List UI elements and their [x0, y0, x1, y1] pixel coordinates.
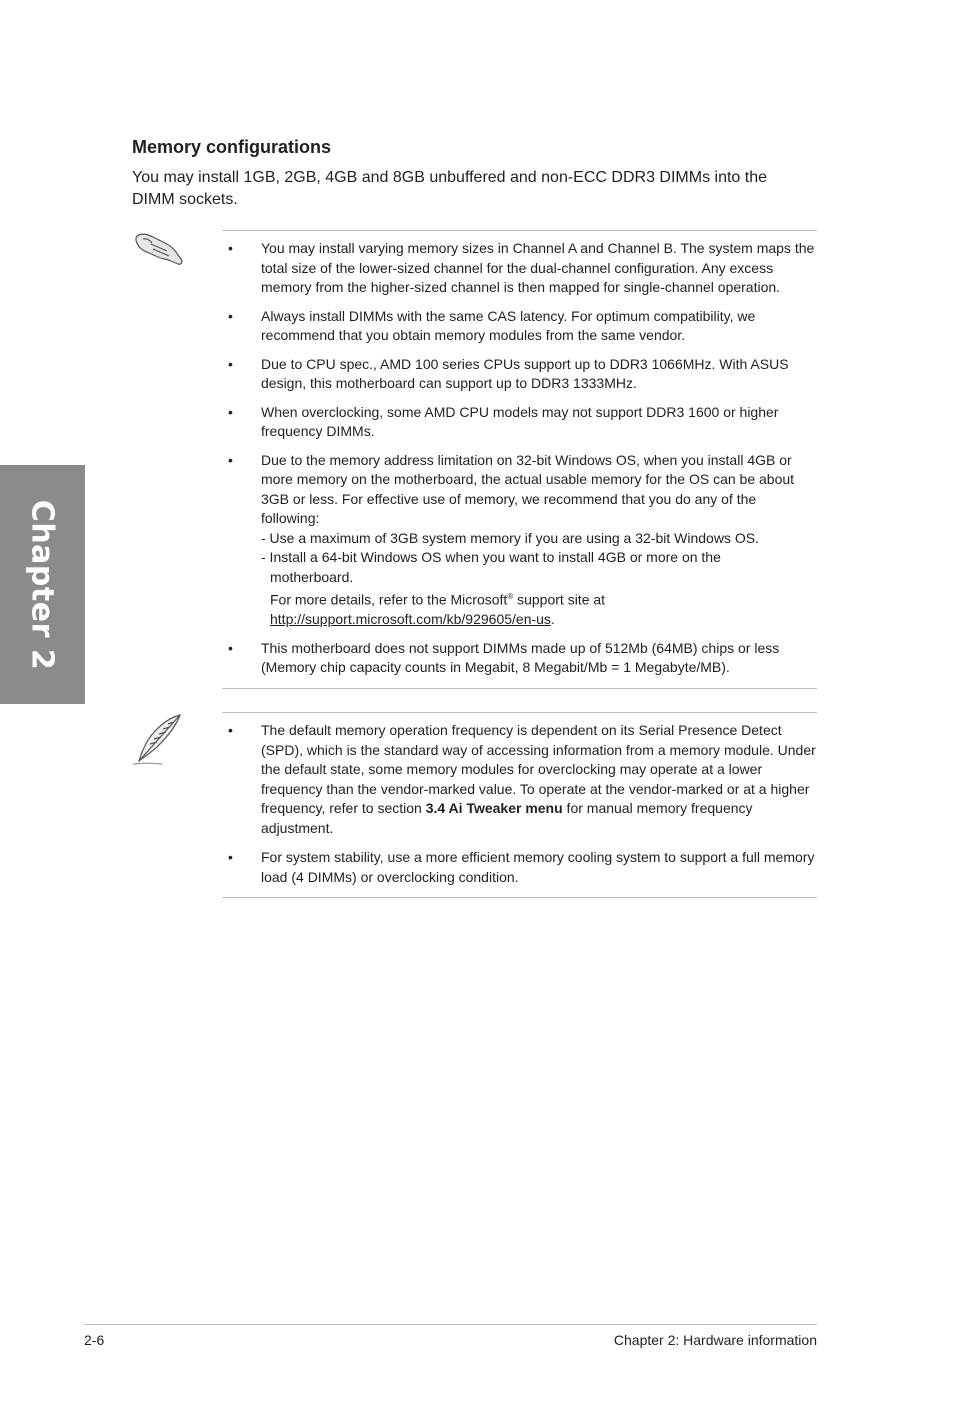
note-list	[222, 239, 817, 678]
tip-list	[222, 721, 817, 887]
tip-box	[222, 712, 817, 898]
note-text: Always install DIMMs with the same CAS latency. For optimum compatibility, we recommend that you obtain memory modules from the same vendor.	[261, 307, 756, 343]
note-box	[222, 230, 817, 689]
tip-text: The default memory operation frequency is dependent on its Serial Presence Detect (SPD), which is the standard way of accessing information from a memory module. Under the default state, some memory modules for overclocking may operate at a lower frequency than the vendor-marked value. To operate at the vendor-marked or at a higher frequency, refer to section	[261, 722, 816, 816]
list-item	[222, 639, 817, 678]
list-item	[222, 403, 817, 442]
bullet: •	[228, 849, 233, 865]
note-text: Due to CPU spec., AMD 100 series CPUs support up to DDR3 1066MHz. With ASUS design, this motherboard can support up to DDR3 1333MHz.	[261, 355, 789, 391]
note-text: When overclocking, some AMD CPU models may not support DDR3 1600 or higher frequency DIMMs.	[261, 403, 779, 439]
menu-reference: 3.4 Ai Tweaker menu	[425, 800, 563, 816]
microsoft-support-link[interactable]: http://support.microsoft.com/kb/929605/en-us	[270, 611, 551, 628]
bullet: •	[228, 451, 233, 468]
bullet: •	[228, 307, 233, 324]
quill-pen-icon	[130, 712, 186, 768]
tip-text: For system stability, use a more efficient memory cooling system to support a full memory load (4 DIMMs) or overclocking condition.	[261, 849, 815, 885]
note-text: This motherboard does not support DIMMs made up of 512Mb (64MB) chips or less (Memory chip capacity counts in Megabit, 8 Megabit/Mb = 1 Megabyte/MB).	[261, 639, 780, 676]
section-title: Memory configurations	[132, 137, 332, 157]
registered-mark: ®	[507, 592, 514, 601]
list-item	[222, 721, 817, 838]
bullet: •	[228, 355, 233, 372]
bullet: •	[228, 639, 233, 656]
list-item	[222, 307, 817, 346]
link-period: .	[550, 611, 555, 628]
list-item	[222, 239, 817, 298]
footer-rule	[84, 1324, 817, 1325]
page-number: 2-6	[84, 1332, 105, 1348]
footer-chapter-title: Chapter 2: Hardware information	[613, 1332, 817, 1348]
bullet: •	[228, 403, 233, 420]
list-item	[222, 848, 817, 887]
list-item	[222, 355, 817, 394]
bullet: •	[228, 240, 233, 256]
details-line	[261, 587, 817, 610]
hand-pointer-icon	[131, 229, 187, 269]
section-intro: You may install 1GB, 2GB, 4GB and 8GB unbuffered and non-ECC DDR3 DIMMs into the DIMM sockets.	[132, 169, 767, 208]
sub-item-continued: motherboard.	[270, 568, 354, 585]
bullet: •	[228, 722, 233, 738]
chapter-tab-label: Chapter 2	[24, 499, 60, 671]
details-text-end: support site at	[513, 591, 606, 608]
list-item	[222, 451, 817, 630]
note-text: Due to the memory address limitation on 32-bit Windows OS, when you install 4GB or more memory on the motherboard, the actual usable memory for the OS can be about 3GB or less. For effective use of memory, we recommend that you do any of the following:	[261, 451, 795, 526]
tip-text-end: for manual memory frequency adjustment.	[261, 800, 753, 836]
details-text: For more details, refer to the Microsoft	[270, 591, 508, 608]
note-text: You may install varying memory sizes in Channel A and Channel B. The system maps the total size of the lower-sized channel for the dual-channel configuration. Any excess memory from the higher-sized channel is then mapped for single-channel operation.	[261, 240, 815, 295]
link-line	[261, 610, 817, 630]
sub-item: - Install a 64-bit Windows OS when you want to install 4GB or more on the	[261, 549, 721, 565]
sub-item: - Use a maximum of 3GB system memory if you are using a 32-bit Windows OS.	[261, 529, 759, 546]
